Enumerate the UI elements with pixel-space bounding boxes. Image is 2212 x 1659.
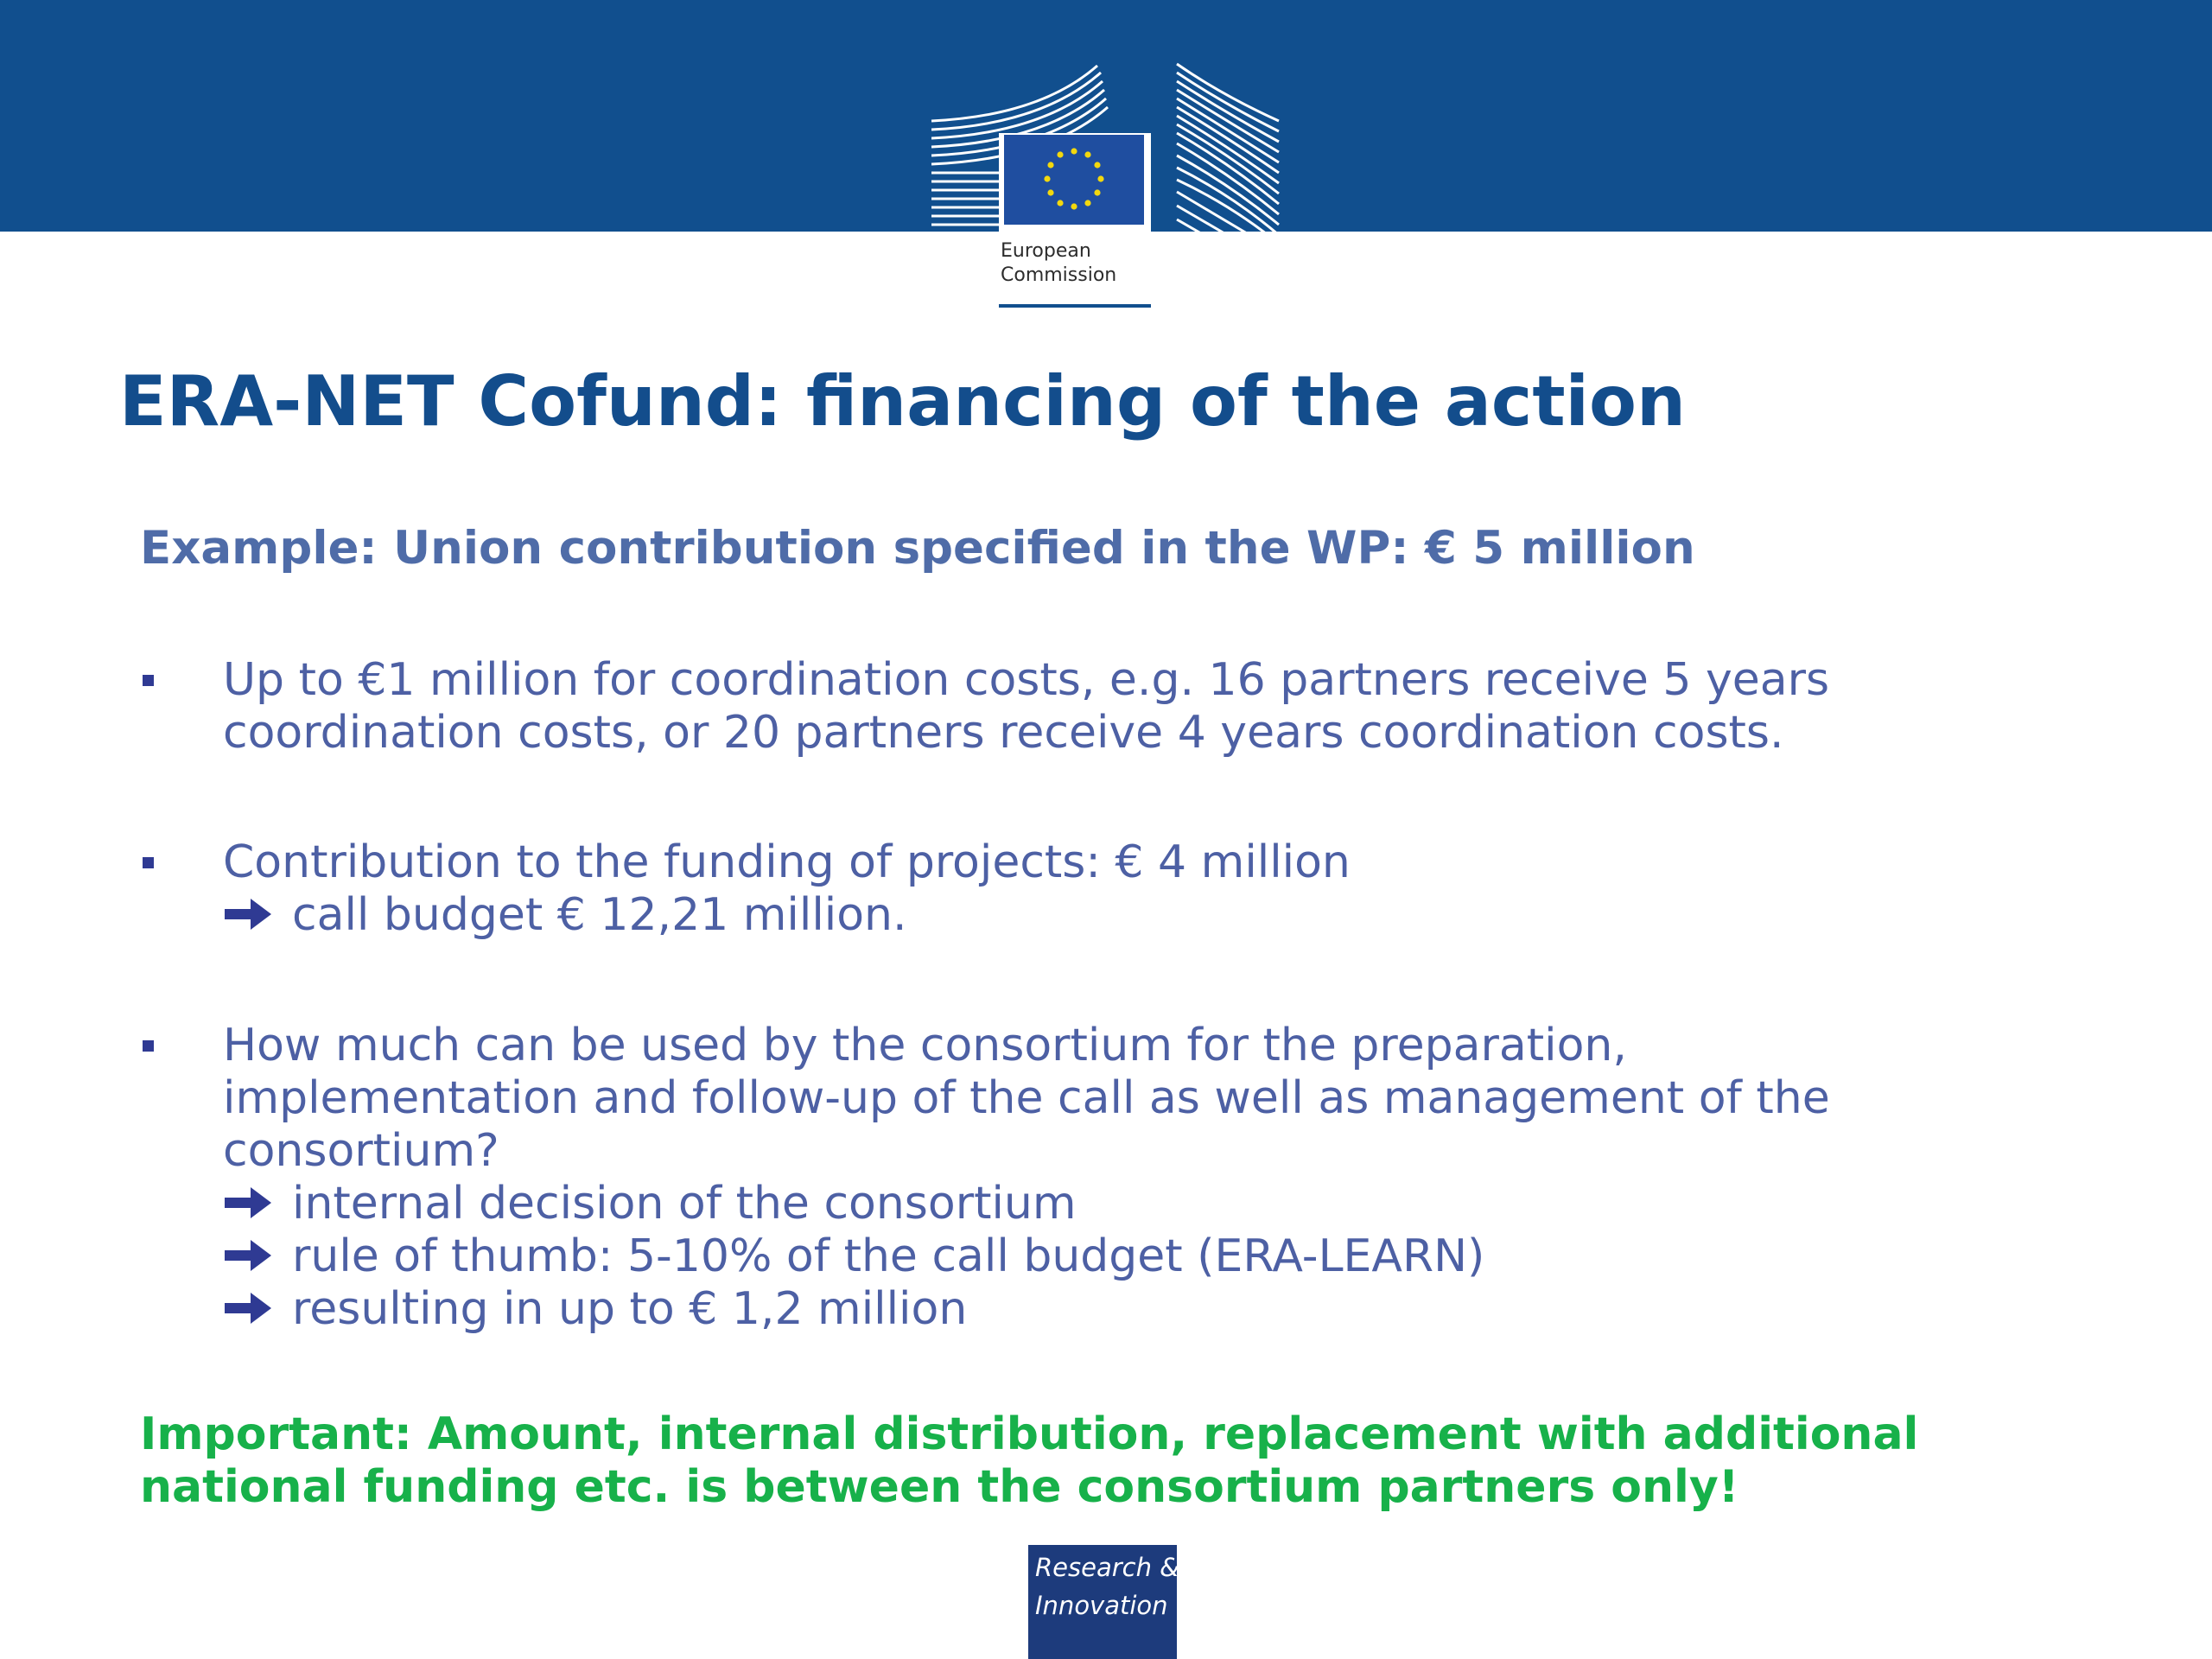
bullet-marker xyxy=(143,1040,154,1052)
right-arrow-icon xyxy=(223,1184,273,1222)
arrow-line-text: internal decision of the consortium xyxy=(292,1178,1077,1230)
example-subheading: Example: Union contribution specified in the WP: € 5 million xyxy=(140,522,1695,575)
bullet-line: consortium? xyxy=(223,1125,499,1177)
important-line: Important: Amount, internal distribution, replacement with additional xyxy=(140,1408,1919,1460)
bullet-marker xyxy=(143,857,154,868)
right-arrow-icon xyxy=(223,1236,273,1274)
logo-label: European Commission xyxy=(1001,240,1117,286)
bullet-line: coordination costs, or 20 partners receive 4 years coordination costs. xyxy=(223,707,1784,759)
arrow-line-text: call budget € 12,21 million. xyxy=(292,889,907,941)
arrow-line-text: rule of thumb: 5-10% of the call budget (ERA-LEARN) xyxy=(292,1230,1485,1282)
badge-line: Innovation xyxy=(1035,1591,1168,1620)
important-line: national funding etc. is between the consortium partners only! xyxy=(140,1461,1739,1513)
bullet-text xyxy=(223,1020,1830,1336)
right-arrow-icon xyxy=(223,1289,273,1327)
arrow-line xyxy=(223,1178,1830,1230)
research-innovation-badge xyxy=(1028,1545,1177,1659)
bullet-text xyxy=(223,654,1829,760)
badge-line: Research & xyxy=(1035,1553,1179,1582)
european-commission-logo xyxy=(928,60,1282,308)
bullet-line: implementation and follow-up of the call as well as management of the xyxy=(223,1072,1830,1124)
bullet-line: Up to €1 million for coordination costs, e.g. 16 partners receive 5 years xyxy=(223,654,1830,706)
arrow-line-text: resulting in up to € 1,2 million xyxy=(292,1283,968,1335)
slide-title: ERA-NET Cofund: financing of the action xyxy=(119,361,1686,442)
arrow-line xyxy=(223,889,1351,942)
bullet-line: How much can be used by the consortium for the preparation, xyxy=(223,1020,1627,1071)
bullet-marker xyxy=(143,675,154,686)
important-note xyxy=(140,1408,1918,1514)
badge-text xyxy=(1035,1548,1179,1624)
right-arrow-icon xyxy=(223,895,273,933)
arrow-line xyxy=(223,1283,1830,1336)
bullet-line: Contribution to the funding of projects: € 4 million xyxy=(223,836,1351,888)
arrow-line xyxy=(223,1230,1830,1283)
bullet-text xyxy=(223,836,1351,942)
